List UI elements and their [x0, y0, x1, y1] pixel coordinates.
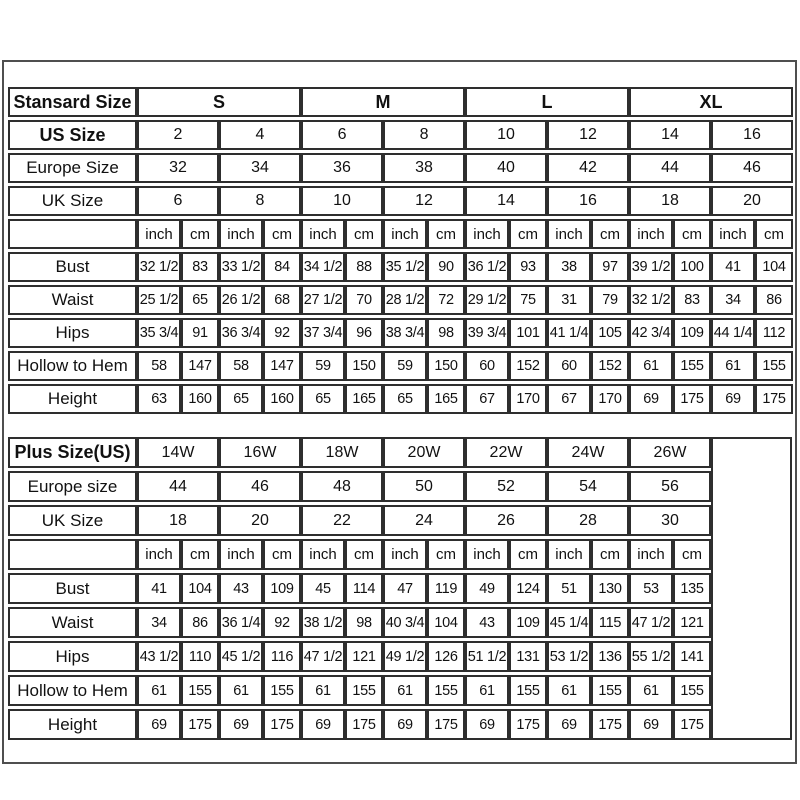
measurement-value-cell: 175	[345, 709, 383, 740]
row-label: Waist	[8, 285, 137, 315]
measurement-value-cell: 135	[673, 573, 711, 604]
measurement-value-cell: 61	[219, 675, 263, 706]
measurement-value-cell: 90	[427, 252, 465, 282]
size-value-cell: 26	[465, 505, 547, 536]
size-value-cell: 34	[219, 153, 301, 183]
unit-header-cm: cm	[181, 539, 219, 570]
unit-header-inch: inch	[629, 539, 673, 570]
measurement-value-cell: 165	[427, 384, 465, 414]
measurement-value-cell: 32 1/2	[629, 285, 673, 315]
row-label: Bust	[8, 573, 137, 604]
size-value-cell: 48	[301, 471, 383, 502]
measurement-value-cell: 35 1/2	[383, 252, 427, 282]
size-value-cell: 20	[219, 505, 301, 536]
row-label: UK Size	[8, 505, 137, 536]
measurement-value-cell: 55 1/2	[629, 641, 673, 672]
measurement-value-cell: 69	[219, 709, 263, 740]
size-value-cell: 22	[301, 505, 383, 536]
row-label: Bust	[8, 252, 137, 282]
size-column-header: 22W	[465, 437, 547, 468]
unit-row-label-empty	[8, 219, 137, 249]
measurement-value-cell: 96	[345, 318, 383, 348]
measurement-value-cell: 98	[345, 607, 383, 638]
measurement-value-cell: 155	[673, 675, 711, 706]
table-row	[8, 153, 793, 183]
size-value-cell: 16	[711, 120, 793, 150]
measurement-value-cell: 92	[263, 318, 301, 348]
measurement-value-cell: 36 3/4	[219, 318, 263, 348]
table-row	[8, 186, 793, 216]
measurement-value-cell: 38	[547, 252, 591, 282]
measurement-value-cell: 39 3/4	[465, 318, 509, 348]
size-value-cell: 6	[137, 186, 219, 216]
row-label: Hips	[8, 641, 137, 672]
measurement-value-cell: 130	[591, 573, 629, 604]
row-label: UK Size	[8, 186, 137, 216]
measurement-value-cell: 86	[755, 285, 793, 315]
measurement-value-cell: 101	[509, 318, 547, 348]
size-value-cell: 18	[629, 186, 711, 216]
size-value-cell: 44	[629, 153, 711, 183]
measurement-value-cell: 34 1/2	[301, 252, 345, 282]
chart-frame	[2, 60, 797, 764]
size-value-cell: 24	[383, 505, 465, 536]
measurement-value-cell: 69	[383, 709, 427, 740]
measurement-value-cell: 86	[181, 607, 219, 638]
measurement-value-cell: 175	[673, 709, 711, 740]
unit-row-label-empty	[8, 539, 137, 570]
measurement-value-cell: 51 1/2	[465, 641, 509, 672]
measurement-value-cell: 155	[591, 675, 629, 706]
measurement-value-cell: 119	[427, 573, 465, 604]
size-value-cell: 28	[547, 505, 629, 536]
table-row	[8, 384, 793, 414]
measurement-value-cell: 155	[509, 675, 547, 706]
measurement-value-cell: 124	[509, 573, 547, 604]
size-group-header: M	[301, 87, 465, 117]
measurement-value-cell: 63	[137, 384, 181, 414]
unit-header-cm: cm	[427, 539, 465, 570]
table-row	[8, 351, 793, 381]
table-row	[8, 505, 792, 536]
unit-header-cm: cm	[427, 219, 465, 249]
measurement-value-cell: 67	[465, 384, 509, 414]
measurement-value-cell: 65	[181, 285, 219, 315]
unit-header-cm: cm	[591, 219, 629, 249]
measurement-value-cell: 29 1/2	[465, 285, 509, 315]
size-value-cell: 54	[547, 471, 629, 502]
row-label: US Size	[8, 120, 137, 150]
measurement-value-cell: 170	[591, 384, 629, 414]
measurement-value-cell: 70	[345, 285, 383, 315]
unit-header-cm: cm	[509, 219, 547, 249]
measurement-value-cell: 28 1/2	[383, 285, 427, 315]
measurement-value-cell: 43	[219, 573, 263, 604]
measurement-value-cell: 175	[755, 384, 793, 414]
size-value-cell: 46	[711, 153, 793, 183]
table-row	[8, 675, 792, 706]
size-value-cell: 18	[137, 505, 219, 536]
measurement-value-cell: 44 1/4	[711, 318, 755, 348]
row-label: Europe Size	[8, 153, 137, 183]
unit-header-inch: inch	[383, 539, 427, 570]
measurement-value-cell: 61	[137, 675, 181, 706]
measurement-value-cell: 93	[509, 252, 547, 282]
table-row	[8, 219, 793, 249]
measurement-value-cell: 175	[673, 384, 711, 414]
measurement-value-cell: 83	[181, 252, 219, 282]
table-row	[8, 471, 792, 502]
measurement-value-cell: 53 1/2	[547, 641, 591, 672]
measurement-value-cell: 131	[509, 641, 547, 672]
table-row	[8, 318, 793, 348]
measurement-value-cell: 175	[509, 709, 547, 740]
measurement-value-cell: 65	[383, 384, 427, 414]
measurement-value-cell: 160	[263, 384, 301, 414]
unit-header-cm: cm	[673, 539, 711, 570]
measurement-value-cell: 109	[263, 573, 301, 604]
unit-header-inch: inch	[219, 219, 263, 249]
size-value-cell: 20	[711, 186, 793, 216]
measurement-value-cell: 152	[591, 351, 629, 381]
size-value-cell: 32	[137, 153, 219, 183]
row-label: Height	[8, 384, 137, 414]
measurement-value-cell: 155	[673, 351, 711, 381]
measurement-value-cell: 35 3/4	[137, 318, 181, 348]
size-value-cell: 12	[383, 186, 465, 216]
unit-header-cm: cm	[263, 539, 301, 570]
size-value-cell: 38	[383, 153, 465, 183]
size-group-header: L	[465, 87, 629, 117]
measurement-value-cell: 152	[509, 351, 547, 381]
measurement-value-cell: 92	[263, 607, 301, 638]
measurement-value-cell: 97	[591, 252, 629, 282]
measurement-value-cell: 49 1/2	[383, 641, 427, 672]
size-value-cell: 16	[547, 186, 629, 216]
measurement-value-cell: 36 1/2	[465, 252, 509, 282]
size-value-cell: 10	[465, 120, 547, 150]
measurement-value-cell: 100	[673, 252, 711, 282]
measurement-value-cell: 69	[137, 709, 181, 740]
empty-cell	[711, 437, 792, 740]
measurement-value-cell: 34	[711, 285, 755, 315]
measurement-value-cell: 47	[383, 573, 427, 604]
measurement-value-cell: 58	[137, 351, 181, 381]
measurement-value-cell: 61	[301, 675, 345, 706]
measurement-value-cell: 155	[263, 675, 301, 706]
measurement-value-cell: 121	[673, 607, 711, 638]
measurement-value-cell: 105	[591, 318, 629, 348]
size-value-cell: 8	[383, 120, 465, 150]
measurement-value-cell: 79	[591, 285, 629, 315]
table-row	[8, 539, 792, 570]
row-label: Europe size	[8, 471, 137, 502]
measurement-value-cell: 36 1/4	[219, 607, 263, 638]
measurement-value-cell: 114	[345, 573, 383, 604]
table-title: Stansard Size	[8, 87, 137, 117]
size-value-cell: 8	[219, 186, 301, 216]
measurement-value-cell: 47 1/2	[629, 607, 673, 638]
measurement-value-cell: 150	[427, 351, 465, 381]
measurement-value-cell: 42 3/4	[629, 318, 673, 348]
size-value-cell: 46	[219, 471, 301, 502]
measurement-value-cell: 165	[345, 384, 383, 414]
plus-size-table	[8, 434, 792, 743]
measurement-value-cell: 43 1/2	[137, 641, 181, 672]
size-column-header: 18W	[301, 437, 383, 468]
measurement-value-cell: 75	[509, 285, 547, 315]
measurement-value-cell: 69	[711, 384, 755, 414]
measurement-value-cell: 33 1/2	[219, 252, 263, 282]
table-row	[8, 252, 793, 282]
measurement-value-cell: 136	[591, 641, 629, 672]
measurement-value-cell: 69	[629, 384, 673, 414]
table-title: Plus Size(US)	[8, 437, 137, 468]
measurement-value-cell: 88	[345, 252, 383, 282]
measurement-value-cell: 91	[181, 318, 219, 348]
measurement-value-cell: 170	[509, 384, 547, 414]
unit-header-cm: cm	[263, 219, 301, 249]
unit-header-inch: inch	[547, 219, 591, 249]
unit-header-cm: cm	[755, 219, 793, 249]
measurement-value-cell: 109	[509, 607, 547, 638]
table-row	[8, 120, 793, 150]
measurement-value-cell: 68	[263, 285, 301, 315]
measurement-value-cell: 51	[547, 573, 591, 604]
table-row	[8, 573, 792, 604]
size-value-cell: 50	[383, 471, 465, 502]
measurement-value-cell: 155	[755, 351, 793, 381]
measurement-value-cell: 126	[427, 641, 465, 672]
unit-header-cm: cm	[673, 219, 711, 249]
measurement-value-cell: 65	[301, 384, 345, 414]
measurement-value-cell: 47 1/2	[301, 641, 345, 672]
measurement-value-cell: 32 1/2	[137, 252, 181, 282]
row-label: Hollow to Hem	[8, 675, 137, 706]
measurement-value-cell: 109	[673, 318, 711, 348]
table-row	[8, 607, 792, 638]
measurement-value-cell: 141	[673, 641, 711, 672]
measurement-value-cell: 26 1/2	[219, 285, 263, 315]
size-value-cell: 14	[465, 186, 547, 216]
measurement-value-cell: 69	[629, 709, 673, 740]
measurement-value-cell: 104	[181, 573, 219, 604]
measurement-value-cell: 147	[181, 351, 219, 381]
measurement-value-cell: 60	[547, 351, 591, 381]
size-value-cell: 14	[629, 120, 711, 150]
measurement-value-cell: 175	[263, 709, 301, 740]
measurement-value-cell: 27 1/2	[301, 285, 345, 315]
measurement-value-cell: 38 3/4	[383, 318, 427, 348]
row-label: Hips	[8, 318, 137, 348]
unit-header-inch: inch	[383, 219, 427, 249]
table-row	[8, 87, 793, 117]
measurement-value-cell: 59	[301, 351, 345, 381]
measurement-value-cell: 61	[383, 675, 427, 706]
measurement-value-cell: 43	[465, 607, 509, 638]
measurement-value-cell: 155	[345, 675, 383, 706]
measurement-value-cell: 121	[345, 641, 383, 672]
size-value-cell: 12	[547, 120, 629, 150]
measurement-value-cell: 116	[263, 641, 301, 672]
measurement-value-cell: 112	[755, 318, 793, 348]
standard-size-table	[8, 84, 793, 417]
table-row	[8, 641, 792, 672]
measurement-value-cell: 104	[427, 607, 465, 638]
measurement-value-cell: 110	[181, 641, 219, 672]
unit-header-inch: inch	[711, 219, 755, 249]
unit-header-inch: inch	[137, 539, 181, 570]
measurement-value-cell: 38 1/2	[301, 607, 345, 638]
unit-header-cm: cm	[345, 219, 383, 249]
measurement-value-cell: 175	[591, 709, 629, 740]
measurement-value-cell: 155	[181, 675, 219, 706]
size-value-cell: 2	[137, 120, 219, 150]
size-group-header: S	[137, 87, 301, 117]
unit-header-inch: inch	[301, 539, 345, 570]
table-row	[8, 285, 793, 315]
unit-header-inch: inch	[465, 219, 509, 249]
measurement-value-cell: 34	[137, 607, 181, 638]
measurement-value-cell: 61	[465, 675, 509, 706]
size-value-cell: 52	[465, 471, 547, 502]
size-column-header: 20W	[383, 437, 465, 468]
table-row	[8, 437, 792, 468]
unit-header-inch: inch	[219, 539, 263, 570]
measurement-value-cell: 41	[711, 252, 755, 282]
size-column-header: 24W	[547, 437, 629, 468]
measurement-value-cell: 72	[427, 285, 465, 315]
unit-header-inch: inch	[547, 539, 591, 570]
size-value-cell: 42	[547, 153, 629, 183]
size-value-cell: 56	[629, 471, 711, 502]
measurement-value-cell: 69	[547, 709, 591, 740]
size-value-cell: 6	[301, 120, 383, 150]
measurement-value-cell: 25 1/2	[137, 285, 181, 315]
measurement-value-cell: 175	[181, 709, 219, 740]
measurement-value-cell: 49	[465, 573, 509, 604]
measurement-value-cell: 83	[673, 285, 711, 315]
measurement-value-cell: 39 1/2	[629, 252, 673, 282]
size-group-header: XL	[629, 87, 793, 117]
size-column-header: 26W	[629, 437, 711, 468]
measurement-value-cell: 155	[427, 675, 465, 706]
measurement-value-cell: 53	[629, 573, 673, 604]
measurement-value-cell: 65	[219, 384, 263, 414]
measurement-value-cell: 147	[263, 351, 301, 381]
row-label: Height	[8, 709, 137, 740]
measurement-value-cell: 175	[427, 709, 465, 740]
measurement-value-cell: 104	[755, 252, 793, 282]
measurement-value-cell: 60	[465, 351, 509, 381]
row-label: Hollow to Hem	[8, 351, 137, 381]
size-value-cell: 30	[629, 505, 711, 536]
size-column-header: 16W	[219, 437, 301, 468]
table-row	[8, 709, 792, 740]
measurement-value-cell: 84	[263, 252, 301, 282]
measurement-value-cell: 45	[301, 573, 345, 604]
measurement-value-cell: 40 3/4	[383, 607, 427, 638]
measurement-value-cell: 45 1/4	[547, 607, 591, 638]
measurement-value-cell: 67	[547, 384, 591, 414]
measurement-value-cell: 115	[591, 607, 629, 638]
size-value-cell: 4	[219, 120, 301, 150]
unit-header-cm: cm	[345, 539, 383, 570]
measurement-value-cell: 37 3/4	[301, 318, 345, 348]
measurement-value-cell: 150	[345, 351, 383, 381]
measurement-value-cell: 69	[465, 709, 509, 740]
unit-header-inch: inch	[465, 539, 509, 570]
measurement-value-cell: 45 1/2	[219, 641, 263, 672]
measurement-value-cell: 61	[711, 351, 755, 381]
unit-header-cm: cm	[509, 539, 547, 570]
unit-header-inch: inch	[137, 219, 181, 249]
unit-header-cm: cm	[181, 219, 219, 249]
measurement-value-cell: 41 1/4	[547, 318, 591, 348]
size-value-cell: 10	[301, 186, 383, 216]
measurement-value-cell: 61	[629, 675, 673, 706]
size-value-cell: 40	[465, 153, 547, 183]
size-value-cell: 44	[137, 471, 219, 502]
unit-header-inch: inch	[301, 219, 345, 249]
unit-header-inch: inch	[629, 219, 673, 249]
measurement-value-cell: 69	[301, 709, 345, 740]
measurement-value-cell: 98	[427, 318, 465, 348]
measurement-value-cell: 59	[383, 351, 427, 381]
measurement-value-cell: 61	[629, 351, 673, 381]
measurement-value-cell: 61	[547, 675, 591, 706]
size-value-cell: 36	[301, 153, 383, 183]
measurement-value-cell: 31	[547, 285, 591, 315]
measurement-value-cell: 160	[181, 384, 219, 414]
size-column-header: 14W	[137, 437, 219, 468]
unit-header-cm: cm	[591, 539, 629, 570]
row-label: Waist	[8, 607, 137, 638]
measurement-value-cell: 58	[219, 351, 263, 381]
measurement-value-cell: 41	[137, 573, 181, 604]
